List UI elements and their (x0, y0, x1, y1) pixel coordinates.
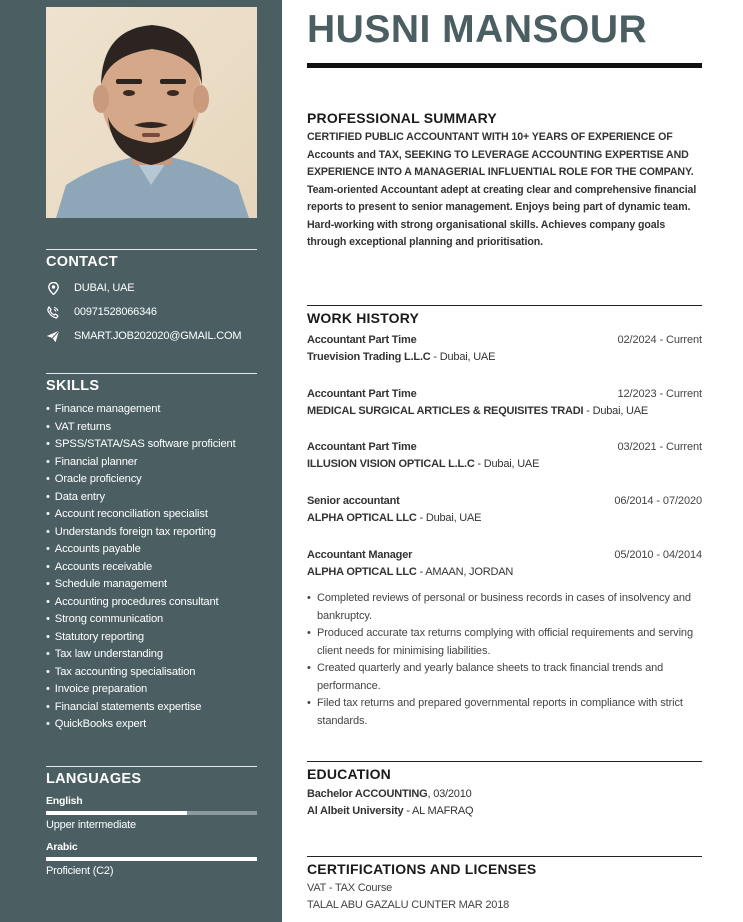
education-degree-line (307, 788, 702, 805)
job-dates: 03/2021 - Current (617, 441, 702, 453)
skill-item: • Accounts payable (46, 541, 257, 559)
language-level: Proficient (C2) (46, 865, 114, 877)
certifications-divider (307, 856, 702, 857)
education-school: Al Albeit University (307, 805, 404, 817)
contact-heading: CONTACT (46, 254, 118, 270)
skills-list (46, 401, 257, 734)
skills-section (46, 373, 257, 734)
work-divider (307, 305, 702, 306)
skill-item: • VAT returns (46, 419, 257, 437)
job-dates: 05/2010 - 04/2014 (614, 549, 702, 561)
skill-item: • Finance management (46, 401, 257, 419)
education-section (307, 761, 702, 822)
skills-divider (46, 373, 257, 374)
duty-item: • Created quarterly and yearly balance sheets to track financial trends and performance. (307, 660, 702, 695)
email-text[interactable]: SMART.JOB202020@GMAIL.COM (74, 330, 242, 342)
duty-item: • Filed tax returns and prepared governmental reports in compliance with strict standards. (307, 695, 702, 730)
certification-issuer: TALAL ABU GAZALU CUNTER MAR 2018 (307, 899, 510, 911)
job-location: - Dubai, UAE (416, 512, 482, 524)
skill-item: • SPSS/STATA/SAS software proficient (46, 436, 257, 454)
phone-text[interactable]: 00971528066346 (74, 306, 157, 318)
skill-item: • Understands foreign tax reporting (46, 524, 257, 542)
certifications-heading: CERTIFICATIONS AND LICENSES (307, 861, 537, 877)
profile-photo (46, 7, 257, 218)
language-proficiency-fill (46, 811, 187, 815)
contact-phone (46, 300, 257, 324)
skill-item: • Strong communication (46, 611, 257, 629)
skill-item: • Financial statements expertise (46, 699, 257, 717)
job-title: Accountant Manager (307, 549, 413, 561)
job-entry (307, 334, 702, 368)
job-company: ILLUSION VISION OPTICAL L.L.C (307, 458, 475, 470)
work-heading: WORK HISTORY (307, 310, 420, 326)
certifications-section (307, 856, 702, 916)
language-level: Upper intermediate (46, 819, 136, 831)
languages-section (46, 766, 257, 877)
job-entry (307, 388, 702, 422)
job-title: Accountant Part Time (307, 388, 417, 400)
language-arabic (46, 841, 257, 877)
job-title: Accountant Part Time (307, 441, 417, 453)
skill-item: • Tax accounting specialisation (46, 664, 257, 682)
summary-heading: PROFESSIONAL SUMMARY (307, 110, 497, 126)
job-location: - AMAAN, JORDAN (416, 566, 514, 578)
language-proficiency-bar (46, 857, 257, 861)
skill-item: • Accounts receivable (46, 559, 257, 577)
sidebar (0, 0, 282, 922)
skill-item: • QuickBooks expert (46, 716, 257, 734)
work-history-section (307, 305, 702, 326)
job-duties-list (307, 590, 702, 730)
duty-item: • Produced accurate tax returns complying with official requirements and serving client needs for minimising liabilities. (307, 625, 702, 660)
education-school-line (307, 805, 702, 822)
language-name: Arabic (46, 841, 78, 853)
summary-paragraph: CERTIFIED PUBLIC ACCOUNTANT WITH 10+ YEARS OF EXPERIENCE OF Accounts and TAX, SEEKING TO LEVERAGE ACCOUNTING EXPERTISE AND EXPERIENCE INTO A MANAGERIAL INFLUENTIAL ROLE FOR THE COMPANY. Team-oriented Accountant adept at creating clear and comprehensive financial reports to present to senior management. Enjoys being part of dynamic team. (307, 131, 697, 213)
job-company: MEDICAL SURGICAL ARTICLES & REQUISITES TRADI (307, 405, 584, 417)
education-divider (307, 761, 702, 762)
job-entry (307, 495, 702, 529)
languages-heading: LANGUAGES (46, 771, 142, 787)
education-date: , 03/2010 (427, 788, 472, 800)
certification-course: VAT - TAX Course (307, 882, 393, 894)
language-proficiency-bar (46, 811, 257, 815)
education-degree: Bachelor ACCOUNTING (307, 788, 428, 800)
candidate-name: HUSNI MANSOUR (307, 8, 648, 51)
summary-paragraph: Hard-working with strong organisational skills. Achieves company goals through exceptional planning and prioritisation. (307, 218, 666, 248)
job-entry (307, 549, 702, 583)
job-dates: 02/2024 - Current (617, 334, 702, 346)
job-location: - Dubai, UAE (474, 458, 540, 470)
skill-item: • Tax law understanding (46, 646, 257, 664)
languages-divider (46, 766, 257, 767)
job-dates: 12/2023 - Current (617, 388, 702, 400)
skill-item: • Schedule management (46, 576, 257, 594)
job-title: Senior accountant (307, 495, 400, 507)
skill-item: • Oracle proficiency (46, 471, 257, 489)
language-english (46, 795, 257, 831)
skills-heading: SKILLS (46, 378, 100, 394)
phone-icon (46, 305, 60, 319)
contact-section (46, 249, 257, 348)
language-proficiency-fill (46, 857, 257, 861)
job-location: - Dubai, UAE (583, 405, 649, 417)
contact-email (46, 324, 257, 348)
job-company: ALPHA OPTICAL LLC (307, 566, 417, 578)
skill-item: • Accounting procedures consultant (46, 594, 257, 612)
education-school-location: - AL MAFRAQ (403, 805, 474, 817)
job-title: Accountant Part Time (307, 334, 417, 346)
education-heading: EDUCATION (307, 766, 391, 782)
location-text: DUBAI, UAE (74, 282, 135, 294)
skill-item: • Data entry (46, 489, 257, 507)
contact-divider (46, 249, 257, 250)
skill-item: • Account reconciliation specialist (46, 506, 257, 524)
language-name: English (46, 795, 83, 807)
send-icon (46, 329, 60, 343)
duty-item: • Completed reviews of personal or business records in cases of insolvency and bankruptcy. (307, 590, 702, 625)
contact-location (46, 276, 257, 300)
location-pin-icon (46, 281, 60, 295)
job-location: - Dubai, UAE (430, 351, 496, 363)
name-underline (307, 63, 702, 68)
skill-item: • Invoice preparation (46, 681, 257, 699)
job-dates: 06/2014 - 07/2020 (614, 495, 702, 507)
job-company: Truevision Trading L.L.C (307, 351, 431, 363)
job-entry (307, 441, 702, 475)
skill-item: • Statutory reporting (46, 629, 257, 647)
skill-item: • Financial planner (46, 454, 257, 472)
summary-section (307, 110, 702, 252)
job-company: ALPHA OPTICAL LLC (307, 512, 417, 524)
